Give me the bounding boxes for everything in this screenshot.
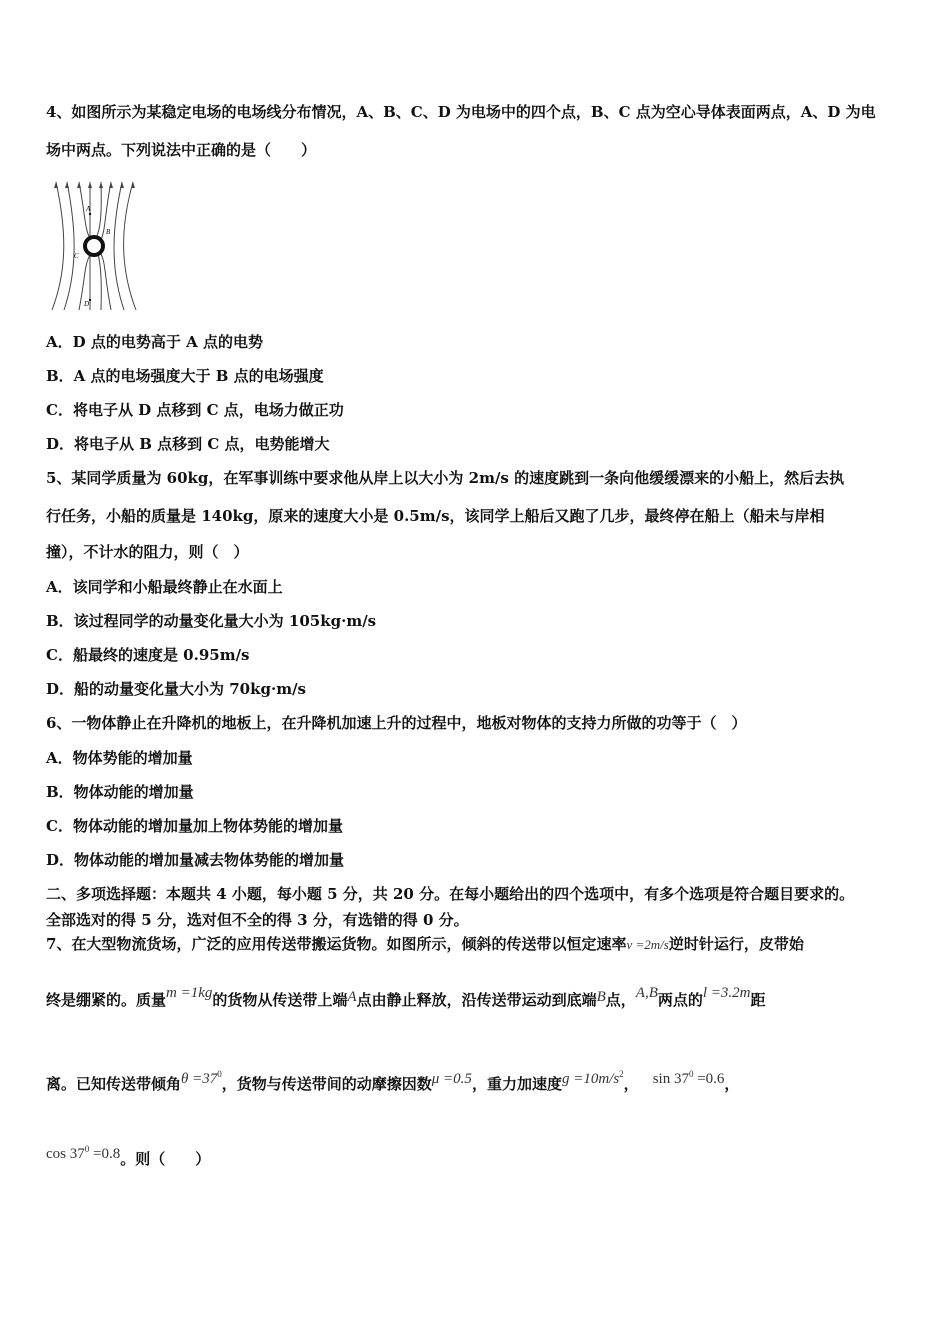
q7-text: 。则（ ） [120,1150,211,1168]
q7-sin-formula: $\sin 37^0 =0.6$ [652,1069,725,1087]
q7-text: 的货物从传送带上端 [212,991,348,1009]
q5-option-d: D．船的动量变化量大小为 70kg·m/s [46,680,307,698]
q7-text: ， [724,1075,740,1093]
label-c: C [74,252,79,260]
q6-option-d: D．物体动能的增加量减去物体势能的增加量 [46,851,345,869]
q7-angle-formula: $\theta =37^0$ [181,1069,222,1087]
point-d [89,299,91,301]
q5-stem-line2: 行任务，小船的质量是 140kg，原来的速度大小是 0.5m/s，该同学上船后又跑了几步，最终停在船上（船未与岸相 [46,507,825,525]
q7-gravity-formula: $g =10m/s^2$ [561,1069,624,1087]
q7-cos-formula: $\cos 37^0 =0.8$ [46,1144,121,1162]
q7-text: 点由静止释放，沿传送带运动到底端 [356,991,597,1009]
q7-text: 逆时针运行，皮带始 [668,935,804,953]
q6-option-a: A．物体势能的增加量 [46,749,193,767]
q5-option-b: B．该过程同学的动量变化量大小为 105kg·m/s [46,612,377,630]
q4-option-a: A．D 点的电势高于 A 点的电势 [46,333,263,351]
q7-points-ab: A,B [635,985,658,1001]
section2-heading-line2: 全部选对的得 5 分，选对但不全的得 3 分，有选错的得 0 分。 [46,911,469,929]
q4-stem-line2: 场中两点。下列说法中正确的是（ ） [46,141,317,159]
field-line [64,182,74,310]
q7-length-formula: l =3.2m [702,985,751,1001]
q7-stem-line4 [46,1145,210,1170]
q7-text: 终是绷紧的。质量 [46,991,167,1009]
q4-stem-line1: 4、如图所示为某稳定电场的电场线分布情况，A、B、C、D 为电场中的四个点，B、C 点为空心导体表面两点，A、D 为电 [46,103,876,121]
q7-mass-formula: m =1kg [166,985,213,1001]
q7-stem-line3 [46,1070,739,1095]
q4-option-b: B．A 点的电场强度大于 B 点的电场强度 [46,367,324,385]
q5-option-c: C．船最终的速度是 0.95m/s [46,646,250,664]
q7-text: 两点的 [657,991,703,1009]
q5-stem-line1: 5、某同学质量为 60kg，在军事训练中要求他从岸上以大小为 2m/s 的速度跳到一条向他缓缓漂来的小船上，然后去执 [46,469,845,487]
q6-option-b: B．物体动能的增加量 [46,783,194,801]
section2-heading-line1: 二、多项选择题：本题共 4 小题，每小题 5 分，共 20 分。在每小题给出的四个选项中，有多个选项是符合题目要求的。 [46,885,855,903]
q7-text: 离。已知传送带倾角 [46,1075,182,1093]
q7-text: ，重力加速度 [471,1075,562,1093]
q7-stem-line2 [46,985,766,1011]
q7-speed-formula: v =2m/s [626,937,669,952]
q5-option-a: A．该同学和小船最终静止在水面上 [46,578,283,596]
q7-point-b: B [596,989,606,1005]
q5-stem-line3: 撞），不计水的阻力，则（ ） [46,543,249,561]
point-a [89,213,91,215]
electric-field-figure [48,178,140,314]
q6-option-c: C．物体动能的增加量加上物体势能的增加量 [46,817,343,835]
q4-option-c: C．将电子从 D 点移到 C 点，电场力做正功 [46,401,344,419]
label-d: D [84,300,90,308]
field-line [52,182,64,310]
q7-friction-formula: μ =0.5 [431,1071,472,1087]
field-line [124,182,136,310]
q7-stem-line1 [46,934,804,955]
q7-text: ， [623,1075,639,1093]
q7-text: 7、在大型物流货场，广泛的应用传送带搬运货物。如图所示，倾斜的传送带以恒定速率 [46,935,627,953]
q7-text: 点， [605,991,636,1009]
field-line [98,254,101,310]
q7-text: ，货物与传送带间的动摩擦因数 [221,1075,432,1093]
q4-option-d: D．将电子从 B 点移到 C 点，电势能增大 [46,435,330,453]
hollow-conductor [85,237,103,255]
label-b: B [106,228,111,236]
field-line [96,182,101,238]
q6-stem-line1: 6、一物体静止在升降机的地板上，在升降机加速上升的过程中，地板对物体的支持力所做的功等于（ ） [46,714,747,732]
label-a: A [86,205,91,213]
q7-text: 距 [750,991,766,1009]
field-line [114,182,124,310]
q7-point-a: A [347,989,357,1005]
